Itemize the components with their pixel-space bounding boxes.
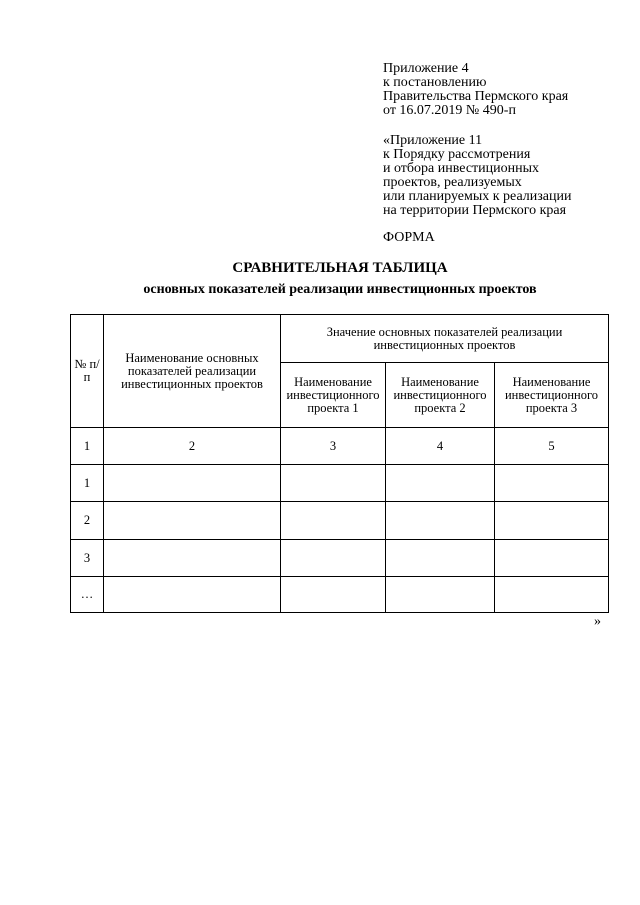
header-project-1: Наименование инвестиционного проекта 1 [281,363,386,428]
header-project-3: Наименование инвестиционного проекта 3 [495,363,609,428]
inner-appendix-line: к Порядку рассмотрения [383,147,531,162]
empty-cell [104,540,281,577]
header-values-group: Значение основных показателей реализации инвестиционных проектов [281,315,609,363]
table-row [71,465,609,502]
inner-appendix-line: проектов, реализуемых [383,175,522,190]
empty-cell [104,465,281,502]
appendix-line: Приложение 4 [383,61,469,76]
header-number: № п/п [71,315,104,428]
table-row [71,502,609,540]
column-number: 1 [71,428,104,465]
numbering-row [71,428,609,465]
comparison-table [70,314,609,613]
closing-quote: » [594,614,601,629]
empty-cell [281,502,386,540]
empty-cell [104,502,281,540]
row-number: … [71,577,104,613]
column-number: 5 [495,428,609,465]
row-number: 3 [71,540,104,577]
empty-cell [495,577,609,613]
empty-cell [495,502,609,540]
row-number: 2 [71,502,104,540]
empty-cell [104,577,281,613]
inner-appendix-line: и отбора инвестиционных [383,161,540,176]
table-row [71,577,609,613]
document-subtitle: основных показателей реализации инвестиционных проектов [143,282,537,297]
empty-cell [495,465,609,502]
empty-cell [386,577,495,613]
empty-cell [386,540,495,577]
empty-cell [281,540,386,577]
empty-cell [386,465,495,502]
inner-appendix-line: или планируемых к реализации [383,189,572,204]
header-indicator: Наименование основных показателей реализации инвестиционных проектов [104,315,281,428]
empty-cell [386,502,495,540]
appendix-line: Правительства Пермского края [383,89,569,104]
header-project-2: Наименование инвестиционного проекта 2 [386,363,495,428]
document-title: СРАВНИТЕЛЬНАЯ ТАБЛИЦА [232,260,448,276]
inner-appendix-line: «Приложение 11 [383,133,483,148]
form-label: ФОРМА [383,230,435,245]
appendix-line: к постановлению [383,75,487,90]
empty-cell [495,540,609,577]
row-number: 1 [71,465,104,502]
empty-cell [281,465,386,502]
table-row [71,540,609,577]
empty-cell [281,577,386,613]
column-number: 2 [104,428,281,465]
appendix-line: от 16.07.2019 № 490-п [383,103,516,118]
column-number: 3 [281,428,386,465]
inner-appendix-line: на территории Пермского края [383,203,567,218]
column-number: 4 [386,428,495,465]
appendix-block [383,62,633,218]
